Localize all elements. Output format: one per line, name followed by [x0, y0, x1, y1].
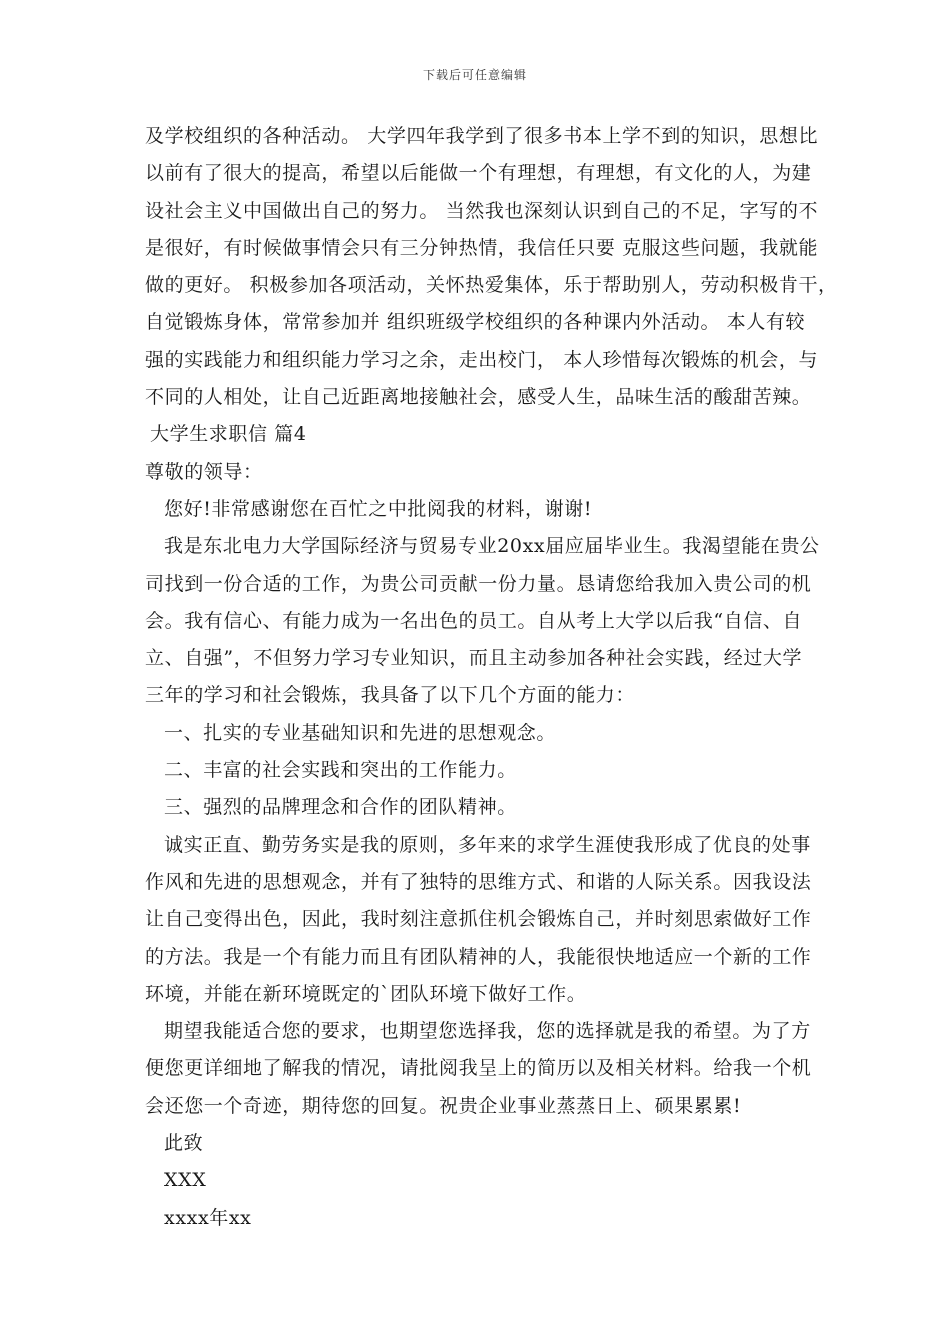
- list-item: 三、强烈的品牌理念和合作的团队精神。: [164, 796, 517, 819]
- body-line: 作风和先进的思想观念，并有了独特的思维方式、和谐的人际关系。因我设法: [145, 870, 812, 893]
- body-line: 是很好，有时候做事情会只有三分钟热情，我信任只要 克服这些问题，我就能: [145, 236, 819, 259]
- body-line: 会还您一个奇迹，期待您的回复。祝贵企业事业蒸蒸日上、硕果累累!: [145, 1094, 742, 1117]
- body-line: 期望我能适合您的要求，也期望您选择我，您的选择就是我的希望。为了方: [164, 1020, 811, 1043]
- signature-name: XXX: [164, 1169, 207, 1192]
- body-line: 不同的人相处，让自己近距离地接触社会，感受人生，品味生活的酸甜苦辣。: [145, 386, 812, 409]
- body-line: 设社会主义中国做出自己的努力。 当然我也深刻认识到自己的不足，字写的不: [145, 199, 819, 222]
- body-line: 的方法。我是一个有能力而且有团队精神的人，我能很快地适应一个新的工作: [145, 945, 812, 968]
- list-item: 一、扎实的专业基础知识和先进的思想观念。: [164, 721, 557, 744]
- body-line: 及学校组织的各种活动。 大学四年我学到了很多书本上学不到的知识，思想比: [145, 125, 819, 147]
- body-line: 让自己变得出色，因此，我时刻注意抓住机会锻炼自己，并时刻思索做好工作: [145, 908, 812, 931]
- list-item: 二、丰富的社会实践和突出的工作能力。: [164, 759, 517, 782]
- body-line: 诚实正直、勤劳务实是我的原则，多年来的求学生涯使我形成了优良的处事: [164, 833, 811, 856]
- body-line: 便您更详细地了解我的情况，请批阅我呈上的简历以及相关材料。给我一个机: [145, 1057, 812, 1080]
- closing: 此致: [164, 1132, 204, 1155]
- body-line: 环境，并能在新环境既定的`团队环境下做好工作。: [145, 982, 587, 1005]
- greeting: 您好!非常感谢您在百忙之中批阅我的材料，谢谢!: [164, 497, 593, 520]
- section-heading: 大学生求职信 篇4: [150, 423, 307, 446]
- body-line: 我是东北电力大学国际经济与贸易专业20xx届应届毕业生。我渴望能在贵公: [164, 535, 820, 558]
- body-line: 司找到一份合适的工作，为贵公司贡献一份力量。恳请您给我加入贵公司的机: [145, 572, 812, 595]
- salutation: 尊敬的领导：: [145, 460, 263, 483]
- signature-date: xxxx年xx: [164, 1206, 252, 1229]
- body-line: 做的更好。 积极参加各项活动，关怀热爱集体，乐于帮助别人，劳动积极肯干，: [145, 274, 838, 297]
- body-line: 自觉锻炼身体，常常参加并 组织班级学校组织的各种课内外活动。 本人有较: [145, 311, 806, 334]
- body-line: 强的实践能力和组织能力学习之余，走出校门， 本人珍惜每次锻炼的机会，与: [145, 348, 819, 371]
- header-note: 下载后可任意编辑: [422, 68, 527, 82]
- body-line: 三年的学习和社会锻炼，我具备了以下几个方面的能力：: [145, 684, 636, 707]
- document-body: [145, 118, 838, 1237]
- body-line: 以前有了很大的提高，希望以后能做一个有理想，有理想，有文化的人，为建: [145, 162, 812, 185]
- body-line: 立、自强”，不但努力学习专业知识，而且主动参加各种社会实践，经过大学: [145, 647, 803, 670]
- body-line: 会。我有信心、有能力成为一名出色的员工。自从考上大学以后我“自信、自: [145, 609, 803, 632]
